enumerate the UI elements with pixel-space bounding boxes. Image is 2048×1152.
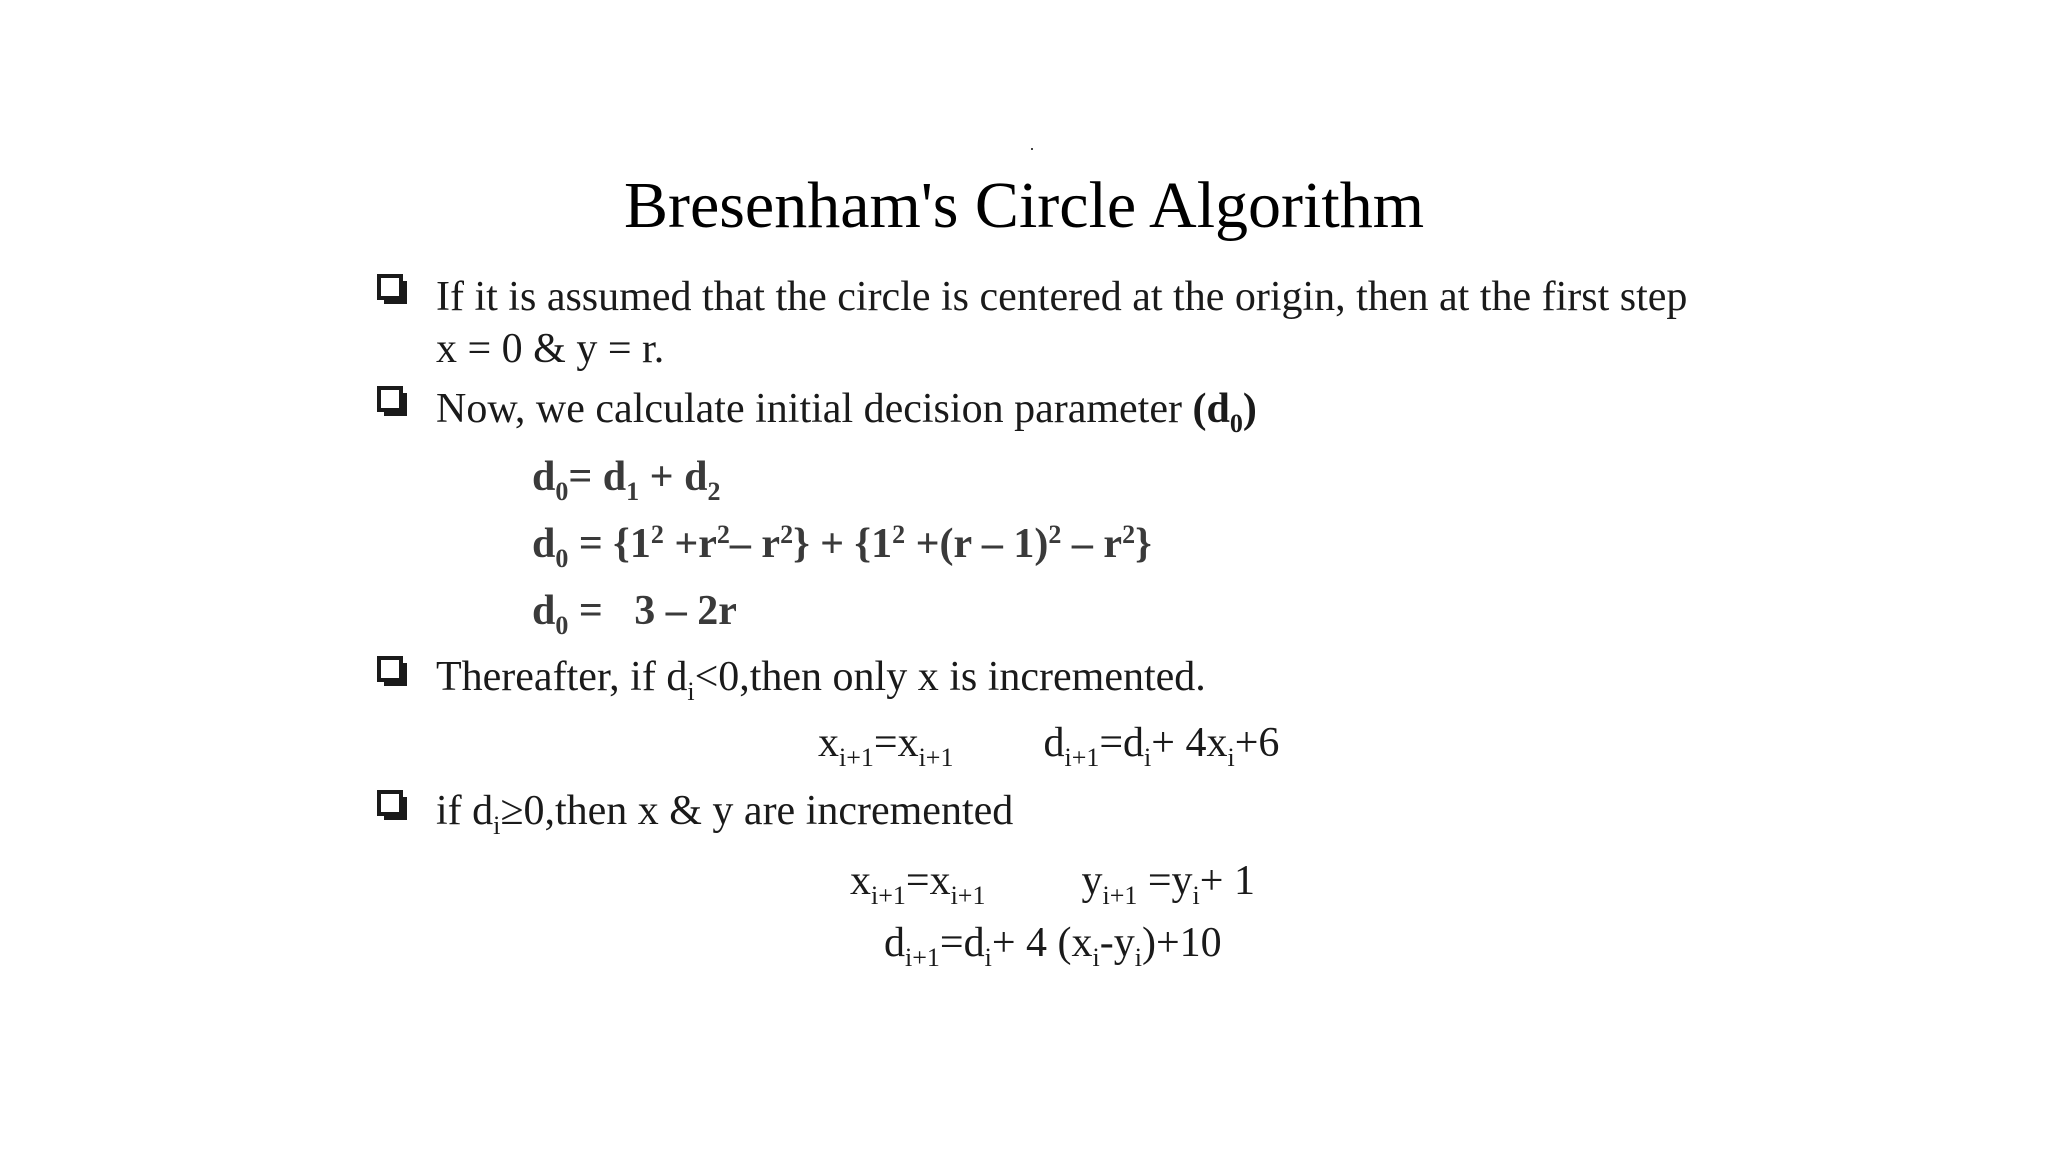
eq2-h: } (1135, 521, 1152, 567)
equation-d0-sum (532, 452, 721, 506)
equation-case-positive-d (884, 918, 1222, 972)
eq4-se: i (1227, 743, 1235, 772)
slide-title: Bresenham's Circle Algorithm (623, 169, 1425, 242)
eq2-pow3: 2 (780, 520, 794, 549)
eq6-sa: i+1 (905, 943, 940, 972)
eq6-sc: i (1092, 943, 1100, 972)
eq1-sub1: 1 (626, 477, 640, 506)
bullet-3-text (436, 652, 1206, 706)
bullet-3-sub: i (687, 677, 695, 706)
equation-d0-expanded (532, 519, 1152, 573)
eq5-yc: + 1 (1199, 858, 1255, 904)
eq4-xa: x (818, 720, 839, 766)
equation-case-positive-xy (850, 856, 1255, 910)
bullet-1-line-1: If it is assumed that the circle is centered at the origin, then at the first step (436, 274, 1688, 320)
checkbox-bullet-icon (377, 274, 403, 300)
equation-d0-result (532, 586, 737, 640)
checkbox-bullet-icon (377, 656, 403, 682)
bullet-1-line-2: x = 0 & y = r. (436, 326, 665, 372)
eq3-d: d (532, 588, 556, 634)
eq2-f: +(r – 1) (905, 521, 1049, 567)
eq2-pow4: 2 (892, 520, 906, 549)
d0-open: (d (1192, 386, 1230, 432)
eq4-xb: =x (873, 720, 919, 766)
bullet-2-label: Now, we calculate initial decision parameter (436, 386, 1193, 432)
eq5-sd: i (1192, 881, 1200, 910)
eq2-c: – r (729, 521, 781, 567)
eq2-sub0: 0 (555, 544, 569, 573)
eq6-dc: + 4 (x (991, 920, 1093, 966)
bullet-4-text (436, 786, 1014, 840)
equation-case-negative (818, 718, 1280, 772)
eq2-e: } + {1 (793, 521, 893, 567)
eq5-sc: i+1 (1102, 881, 1138, 910)
eq2-b: +r (663, 521, 717, 567)
bullet-3-b: <0,then only x is incremented. (694, 654, 1206, 700)
eq2-pow5: 2 (1048, 520, 1062, 549)
eq6-db: =d (939, 920, 985, 966)
d0-sub: 0 (1229, 409, 1243, 438)
bullet-3-a: Thereafter, if d (436, 654, 688, 700)
eq5-xb: =x (905, 858, 951, 904)
d0-symbol (1192, 386, 1257, 438)
eq1-sub2: 2 (707, 477, 721, 506)
checkbox-bullet-icon (377, 386, 403, 412)
eq2-g: – r (1061, 521, 1123, 567)
eq5-xa: x (850, 858, 871, 904)
eq5-sa: i+1 (871, 881, 906, 910)
eq4-da: d (1043, 720, 1065, 766)
eq3-sub0: 0 (555, 611, 569, 640)
bullet-4-sub: i (493, 811, 501, 840)
eq4-db: =d (1099, 720, 1145, 766)
eq4-sd: i (1144, 743, 1152, 772)
eq5-ya: y (1081, 858, 1103, 904)
eq5-yb: =y (1137, 858, 1193, 904)
eq5-sb: i+1 (950, 881, 986, 910)
bullet-4-b: ≥0,then x & y are incremented (500, 788, 1014, 834)
eq4-sb: i+1 (918, 743, 954, 772)
eq2-d: d (532, 521, 556, 567)
eq2-pow6: 2 (1122, 520, 1136, 549)
eq2-pow1: 2 (650, 520, 664, 549)
eq4-dc: + 4x (1151, 720, 1228, 766)
eq4-sa: i+1 (839, 743, 874, 772)
stray-dot (1031, 148, 1033, 150)
eq6-sb: i (984, 943, 992, 972)
eq6-dd: -y (1099, 920, 1135, 966)
eq1-mid: = d (568, 454, 627, 500)
eq6-sd: i (1134, 943, 1142, 972)
eq6-da: d (884, 920, 905, 966)
eq4-sc: i+1 (1064, 743, 1100, 772)
d0-close: ) (1242, 386, 1257, 432)
eq1-plus: + d (639, 454, 708, 500)
eq2-pow2: 2 (716, 520, 730, 549)
bullet-2-text (436, 384, 1257, 438)
bullet-4-a: if d (436, 788, 494, 834)
eq1-sub0: 0 (555, 477, 569, 506)
eq3-rest: = 3 – 2r (568, 588, 737, 634)
eq1-d: d (532, 454, 556, 500)
checkbox-bullet-icon (377, 790, 403, 816)
eq2-a: = {1 (568, 521, 651, 567)
eq6-de: )+10 (1141, 920, 1222, 966)
eq4-dd: +6 (1234, 720, 1280, 766)
